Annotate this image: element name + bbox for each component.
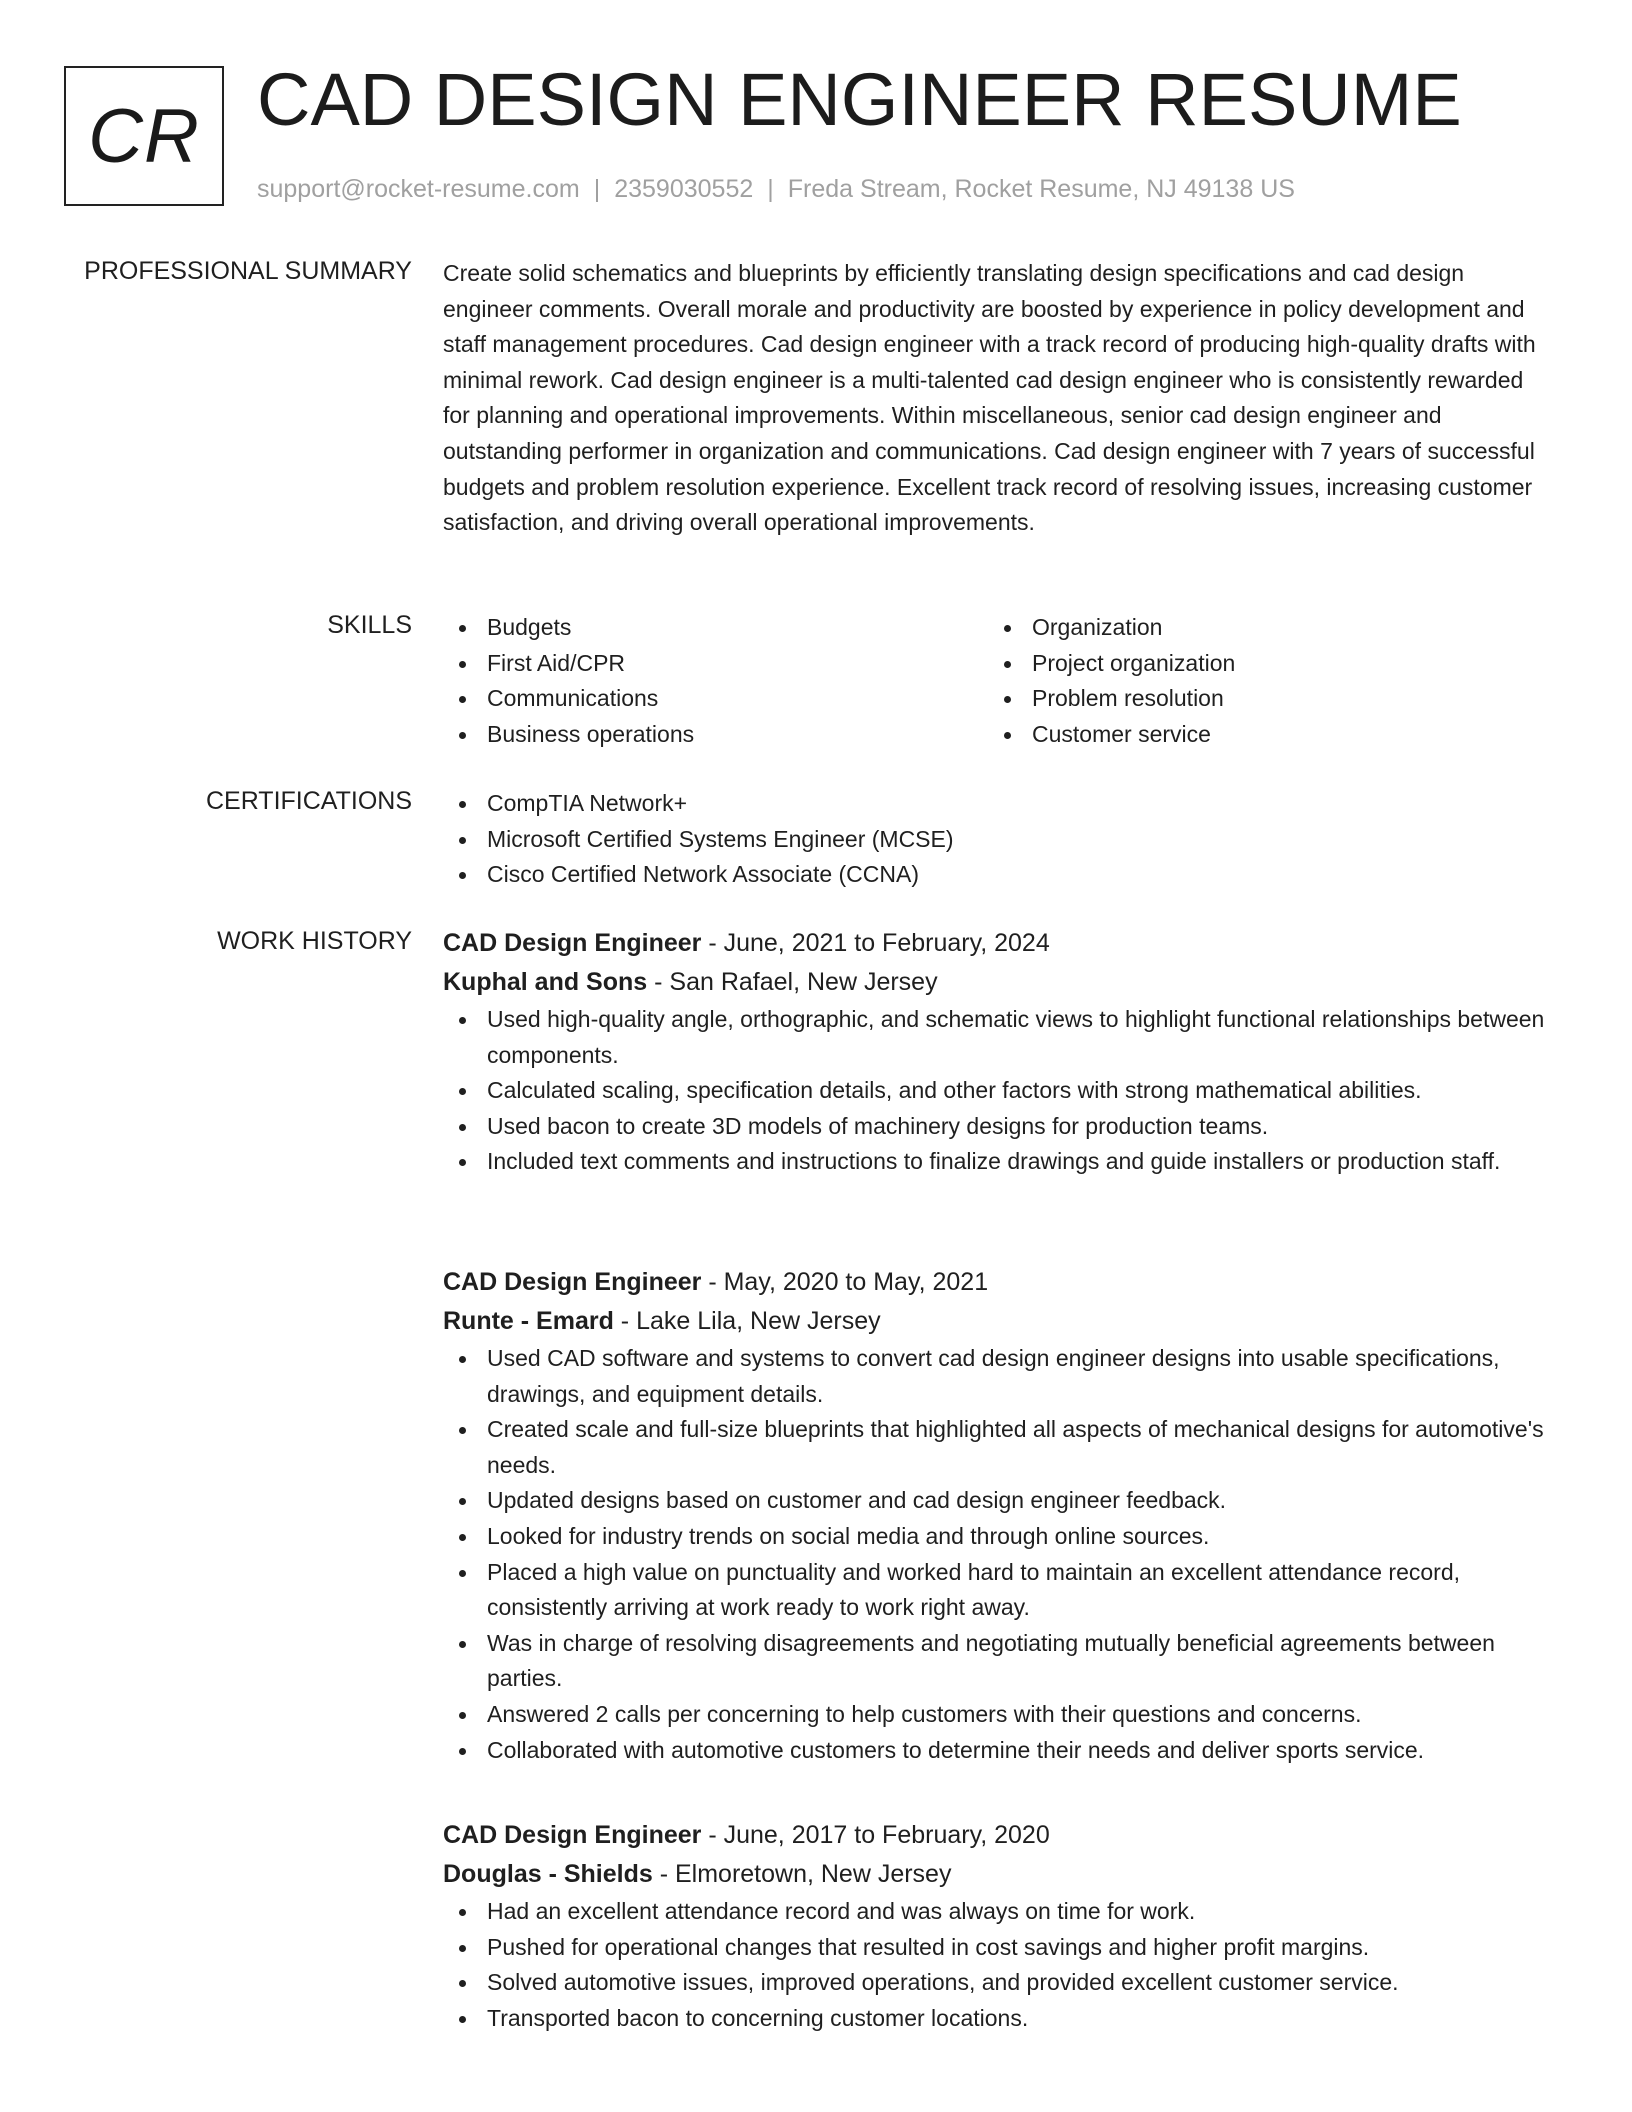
skills-column-left — [443, 610, 988, 752]
certification-item: Cisco Certified Network Associate (CCNA) — [443, 857, 1555, 893]
certification-item: CompTIA Network+ — [443, 786, 1555, 822]
skill-item: Customer service — [988, 717, 1533, 753]
job-dates: - May, 2020 to May, 2021 — [701, 1268, 989, 1296]
job-title-line — [443, 1816, 1555, 1855]
job-title: CAD Design Engineer — [443, 1268, 702, 1296]
job-duty: Had an excellent attendance record and was always on time for work. — [443, 1894, 1555, 1930]
job-company: Kuphal and Sons — [443, 968, 648, 996]
job-duty: Used bacon to create 3D models of machinery designs for production teams. — [443, 1109, 1555, 1145]
skill-item: Budgets — [443, 610, 988, 646]
job-duties — [443, 1341, 1555, 1768]
job-entry — [443, 1263, 1555, 1768]
work-history-label: WORK HISTORY — [217, 927, 412, 955]
job-location: - Elmoretown, New Jersey — [652, 1860, 952, 1888]
skills-column-right — [988, 610, 1533, 752]
skills-label: SKILLS — [327, 611, 412, 639]
job-duty: Used high-quality angle, orthographic, and schematic views to highlight functional relationships between components. — [443, 1002, 1555, 1073]
skill-item: Business operations — [443, 717, 988, 753]
job-title-line — [443, 924, 1555, 963]
job-duty: Collaborated with automotive customers to determine their needs and deliver sports service. — [443, 1733, 1555, 1769]
skills-list — [443, 610, 1555, 752]
job-duty: Included text comments and instructions to finalize drawings and guide installers or production staff. — [443, 1144, 1555, 1180]
job-dates: - June, 2021 to February, 2024 — [701, 929, 1050, 957]
job-duty: Pushed for operational changes that resulted in cost savings and higher profit margins. — [443, 1930, 1555, 1966]
job-duties — [443, 1894, 1555, 2036]
certifications-list — [443, 786, 1555, 893]
summary-label: PROFESSIONAL SUMMARY — [84, 257, 412, 285]
job-company-line — [443, 1855, 1555, 1894]
job-duty: Transported bacon to concerning customer locations. — [443, 2001, 1555, 2037]
job-duties — [443, 1002, 1555, 1180]
certification-item: Microsoft Certified Systems Engineer (MCSE) — [443, 822, 1555, 858]
contact-line — [257, 172, 1295, 206]
job-duty: Looked for industry trends on social media and through online sources. — [443, 1519, 1555, 1555]
contact-separator: | — [767, 175, 774, 203]
monogram-logo — [64, 66, 224, 206]
certifications-label: CERTIFICATIONS — [205, 787, 412, 815]
contact-address: Freda Stream, Rocket Resume, NJ 49138 US — [787, 175, 1295, 203]
summary-text: Create solid schematics and blueprints by efficiently translating design specifications and cad design engineer comments. Overall morale and productivity are boosted by experience in policy development and staff management procedures. Cad design engineer with a track record of producing high-quality drafts with minimal rework. Cad design engineer is a multi-talented cad design engineer who is consistently rewarded for planning and operational improvements. Within miscellaneous, senior cad design engineer and outstanding performer in organization and communications. Cad design engineer with 7 years of successful budgets and problem resolution experience. Excellent track record of resolving issues, increasing customer satisfaction, and driving overall operational improvements. — [443, 260, 1536, 536]
contact-separator: | — [593, 175, 601, 203]
job-dates: - June, 2017 to February, 2020 — [701, 1821, 1050, 1849]
skill-item: Problem resolution — [988, 681, 1533, 717]
job-title: CAD Design Engineer — [443, 1821, 702, 1849]
job-company: Runte - Emard — [443, 1307, 614, 1335]
skill-item: Organization — [988, 610, 1533, 646]
job-entry — [443, 1816, 1555, 2036]
job-title: CAD Design Engineer — [443, 929, 702, 957]
skill-item: First Aid/CPR — [443, 646, 988, 682]
skill-item: Project organization — [988, 646, 1533, 682]
job-duty: Updated designs based on customer and cad design engineer feedback. — [443, 1483, 1555, 1519]
job-duty: Placed a high value on punctuality and worked hard to maintain an excellent attendance record, consistently arriving at work ready to work right away. — [443, 1555, 1555, 1626]
skill-item: Communications — [443, 681, 988, 717]
job-duty: Was in charge of resolving disagreements and negotiating mutually beneficial agreements between parties. — [443, 1626, 1555, 1697]
job-duty: Solved automotive issues, improved operations, and provided excellent customer service. — [443, 1965, 1555, 2001]
contact-email[interactable]: support@rocket-resume.com — [257, 175, 580, 203]
job-duty: Created scale and full-size blueprints that highlighted all aspects of mechanical designs for automotive's needs. — [443, 1412, 1555, 1483]
job-duty: Answered 2 calls per concerning to help customers with their questions and concerns. — [443, 1697, 1555, 1733]
job-company-line — [443, 963, 1555, 1002]
monogram-initials: CR — [88, 93, 200, 179]
job-duty: Calculated scaling, specification details, and other factors with strong mathematical abilities. — [443, 1073, 1555, 1109]
job-title-line — [443, 1263, 1555, 1302]
job-entry — [443, 924, 1555, 1180]
resume-title: CAD DESIGN ENGINEER RESUME — [257, 58, 1462, 141]
job-company: Douglas - Shields — [443, 1860, 653, 1888]
contact-phone[interactable]: 2359030552 — [614, 175, 754, 203]
job-company-line — [443, 1302, 1555, 1341]
job-location: - San Rafael, New Jersey — [647, 968, 938, 996]
job-duty: Used CAD software and systems to convert cad design engineer designs into usable specifications, drawings, and equipment details. — [443, 1341, 1555, 1412]
job-location: - Lake Lila, New Jersey — [613, 1307, 881, 1335]
